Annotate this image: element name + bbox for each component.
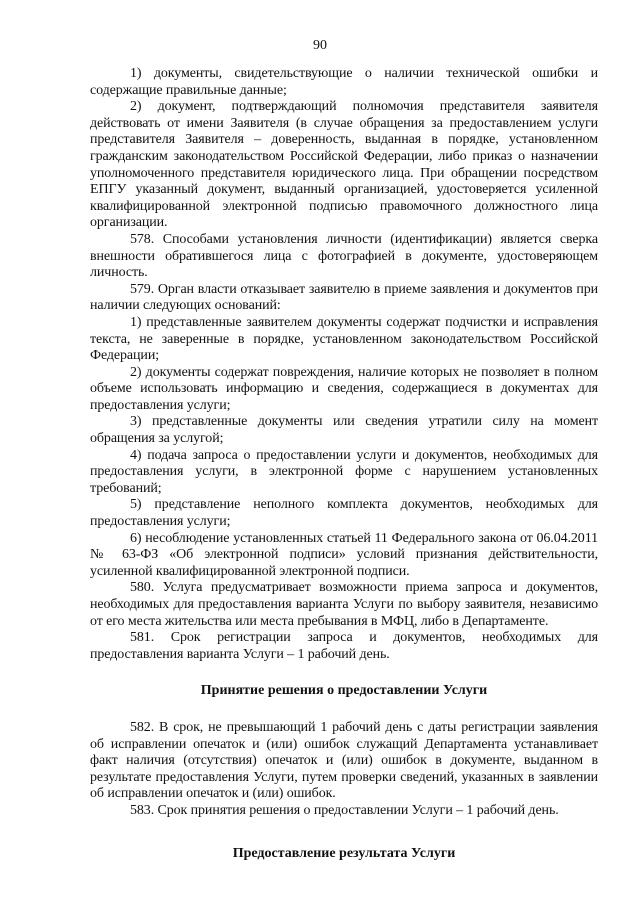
paragraph-582: 582. В срок, не превышающий 1 рабочий день с даты регистрации заявления об исправлении опечаток и (или) ошибок служащий Департамента устанавливает факт наличия (отсутствия) опечаток и (или) ошибок в документе, выданном в результате предоставления Услуги, путем проверки сведений, указанных в заявлении об исправлении опечаток и (или) ошибок. (90, 719, 598, 802)
paragraph-581: 581. Срок регистрации запроса и документов, необходимых для предоставления варианта Услуги – 1 рабочий день. (90, 630, 598, 662)
paragraph-579-item-2: 2) документы содержат повреждения, наличие которых не позволяет в полном объеме использовать информацию и сведения, содержащиеся в документах для предоставления услуги; (90, 364, 598, 413)
paragraph-item-1-correct-data: 1) документы, свидетельствующие о наличии технической ошибки и содержащие правильные данные; (90, 66, 598, 98)
paragraph-579-item-4: 4) подача запроса о предоставлении услуги и документов, необходимых для предоставления услуги, в электронной форме с нарушением установленных требований; (90, 447, 598, 496)
paragraph-579-item-1: 1) представленные заявителем документы содержат подчистки и исправления текста, не заверенные в порядке, установленном законодательством Российской Федерации; (90, 314, 598, 364)
paragraph-580: 580. Услуга предусматривает возможности приема запроса и документов, необходимых для предоставления варианта Услуги по выбору заявителя, независимо от его места жительства или места пребывания в МФЦ, либо в Департаменте. (90, 580, 598, 629)
paragraph-item-2-representative-document: 2) документ, подтверждающий полномочия представителя заявителя действовать от имени Заявителя (в случае обращения за предоставлением услуги представителя Заявителя – доверенность, выданная в порядке, установленном гражданским законодательством Российской Федерации, либо приказ о назначении уполномоченного представителя юридического лица. При обращении посредством ЕПГУ указанный документ, выданный организацией, удостоверяется усиленной квалифицированной электронной подписью правомочного должностного лица организации. (90, 99, 598, 231)
section-heading-decision: Принятие решения о предоставлении Услуги (200, 683, 488, 699)
document-body (90, 66, 598, 862)
paragraph-579-item-6: 6) несоблюдение установленных статьей 11 Федерального закона от 06.04.2011 № 63-ФЗ «Об электронной подписи» условий признания действительности, усиленной квалифицированной электронной подписи. (90, 530, 598, 579)
paragraph-583: 583. Срок принятия решения о предоставлении Услуги – 1 рабочий день. (130, 802, 559, 818)
section-heading-result: Предоставление результата Услуги (232, 845, 456, 861)
paragraph-579-item-5: 5) представление неполного комплекта документов, необходимых для предоставления услуги; (90, 497, 598, 530)
paragraph-579: 579. Орган власти отказывает заявителю в приеме заявления и документов при наличии следующих оснований: (90, 281, 598, 314)
page-number: 90 (313, 38, 327, 53)
paragraph-579-item-3: 3) представленные документы или сведения утратили силу на момент обращения за услугой; (90, 414, 598, 447)
paragraph-578: 578. Способами установления личности (идентификации) является сверка внешности обратившегося лица с фотографией в документе, удостоверяющем личность. (90, 231, 598, 281)
